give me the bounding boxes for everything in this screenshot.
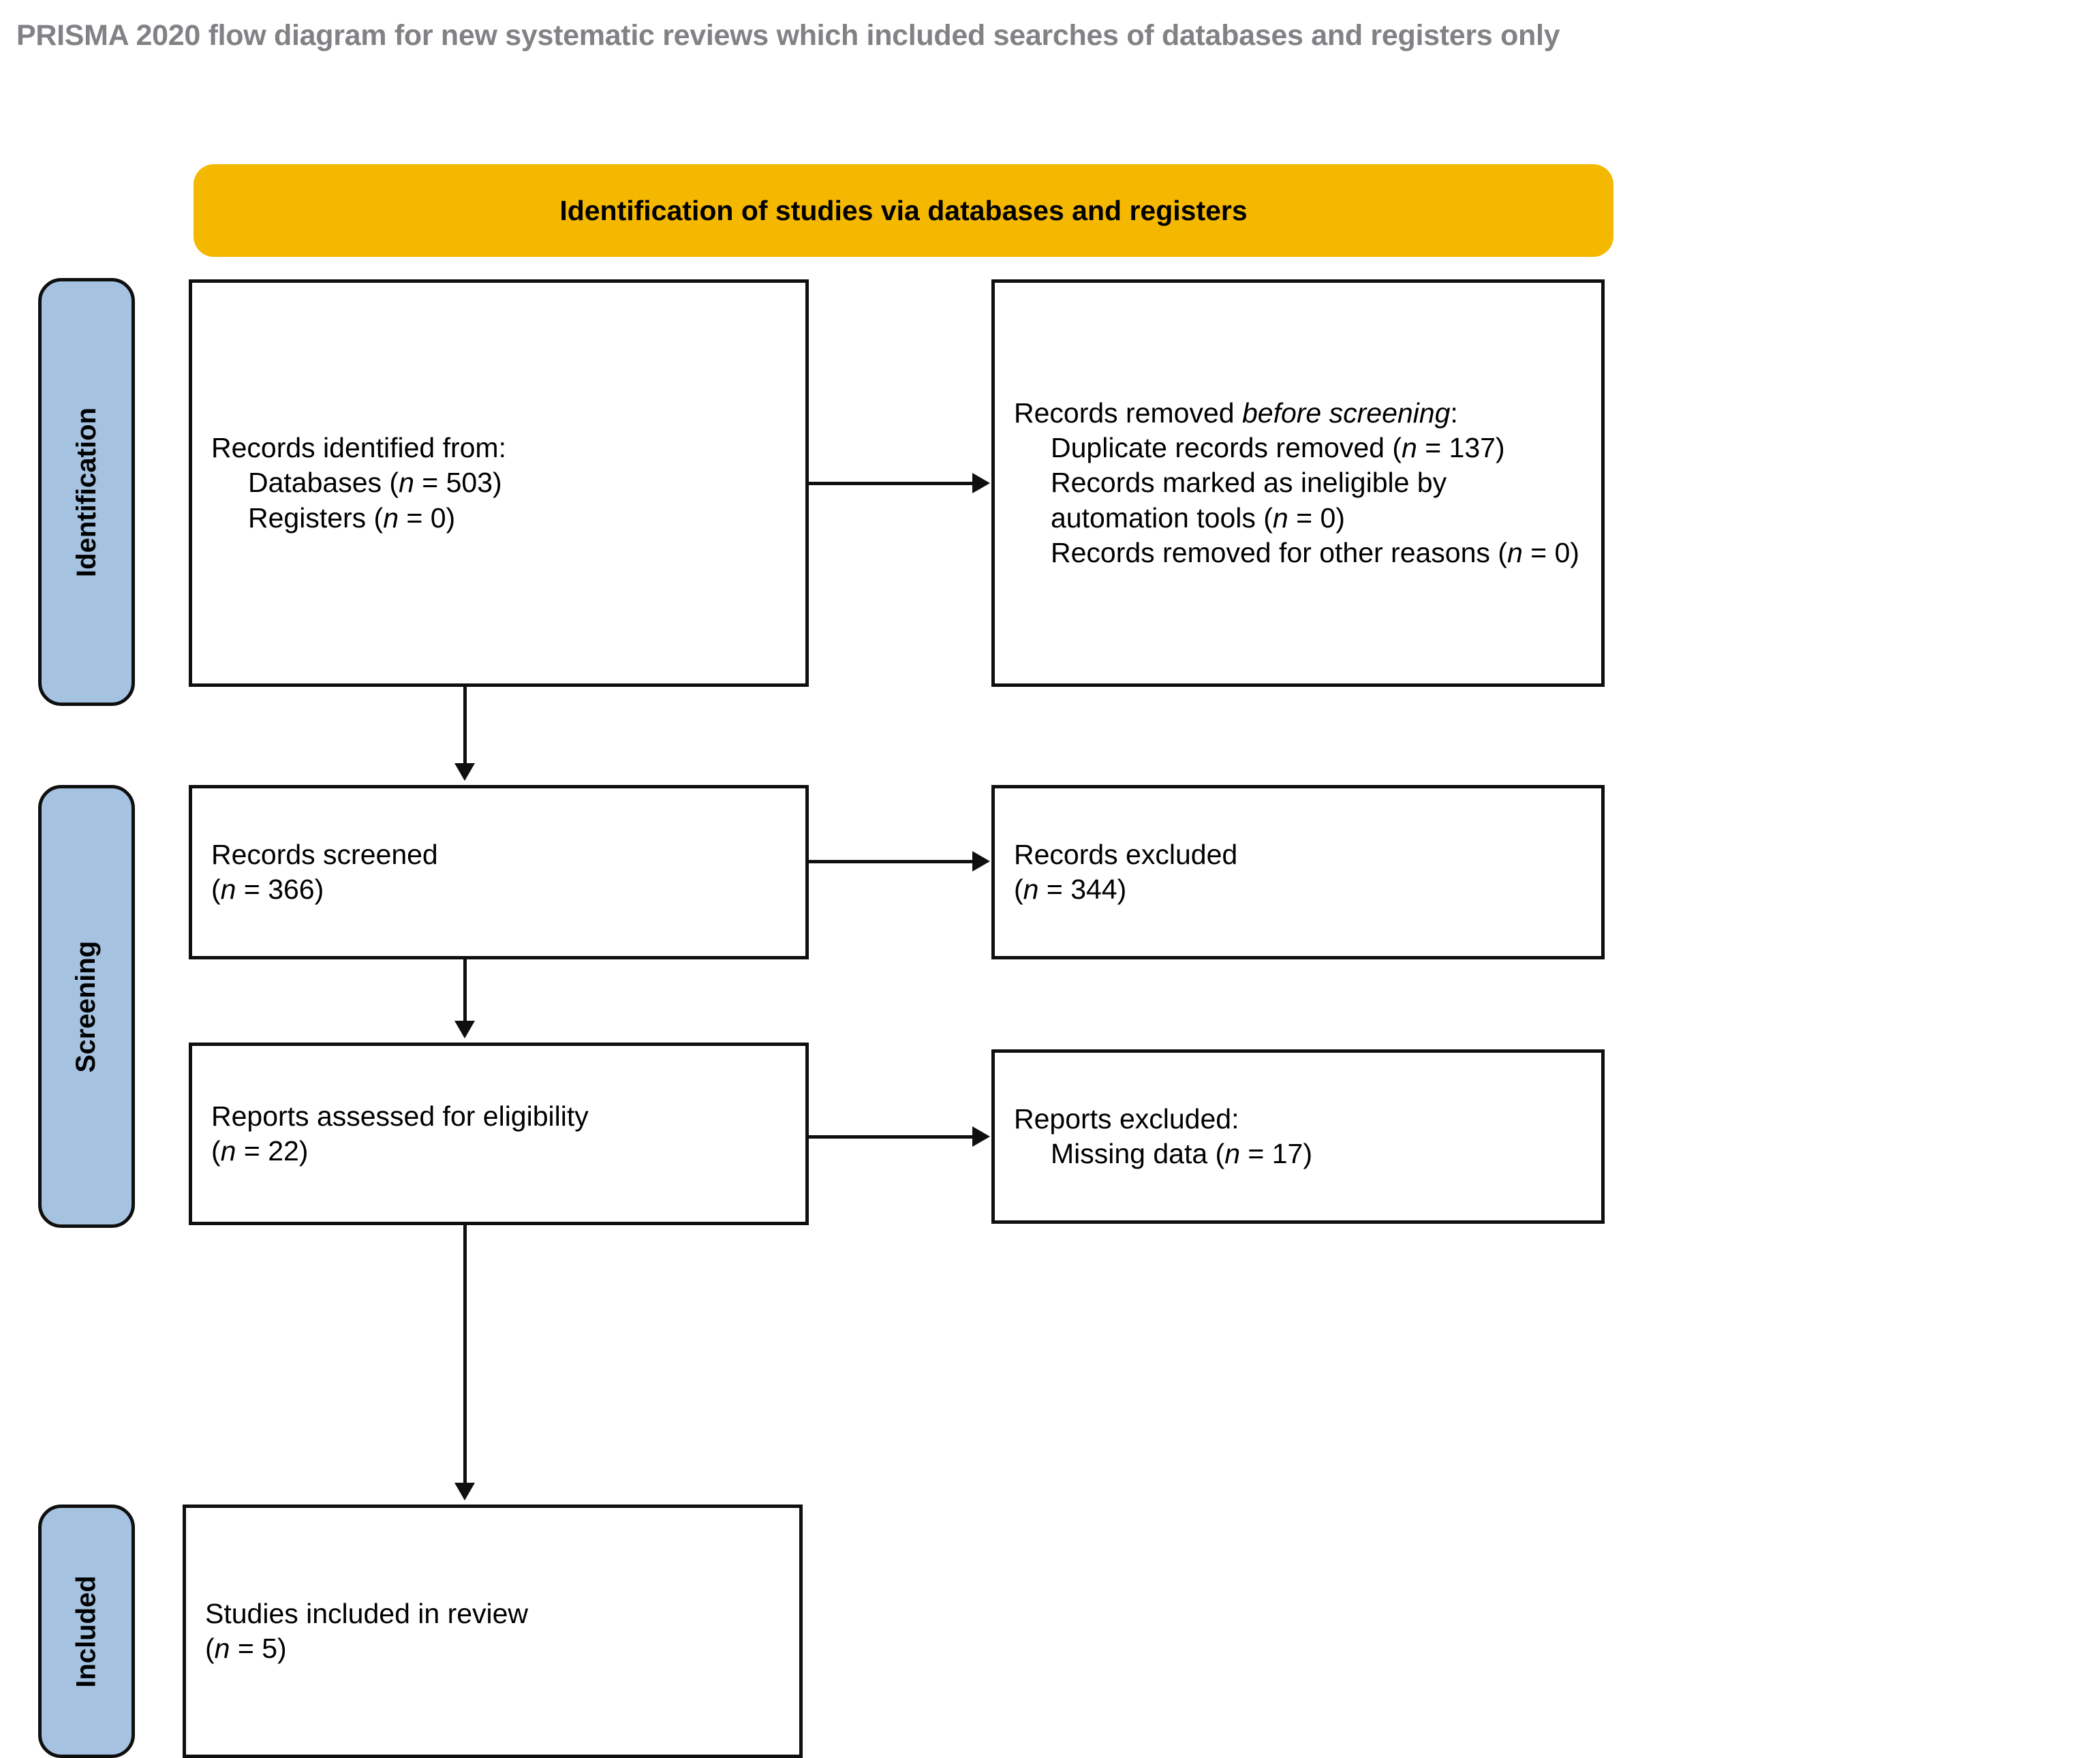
stage-label-identification [38,278,135,706]
banner-label: Identification of studies via databases and registers [559,194,1248,226]
studies-included-count [205,1631,780,1666]
reports-assessed-n-symbol: n [220,1135,236,1167]
stage-label-identification-text: Identification [71,407,102,577]
box-reports-excluded [991,1049,1605,1224]
registers-n-symbol: n [383,502,399,534]
studies-included-n-symbol: n [214,1633,230,1664]
duplicate-records-n-symbol: n [1401,432,1417,464]
arrow-screened-to-assessed [463,959,467,1021]
registers-label: Registers ( [248,502,384,534]
box-records-removed-before-screening [991,279,1605,687]
box-records-excluded [991,785,1605,959]
reports-assessed-count [211,1134,786,1169]
registers-value: = 0) [399,502,456,534]
records-excluded-n-symbol: n [1023,874,1039,905]
reports-assessed-label: Reports assessed for eligibility [211,1100,589,1132]
records-identified-registers [211,501,786,536]
records-screened-count-pre: ( [211,874,221,905]
reports-assessed-value: = 22) [236,1135,309,1167]
reports-assessed-count-pre: ( [211,1135,221,1167]
records-excluded-value: = 344) [1038,874,1127,905]
arrow-identified-to-removed [809,482,972,485]
arrow-assessed-to-reports-excluded [809,1135,972,1139]
missing-data-label: Missing data ( [1051,1138,1225,1169]
records-removed-heading [1014,396,1582,431]
records-other-n-symbol: n [1507,536,1523,568]
arrow-screened-to-assessed-head [454,1021,475,1038]
records-other-value: = 0) [1522,536,1579,568]
stage-label-screening-text: Screening [71,940,102,1073]
databases-n-symbol: n [399,467,414,499]
duplicate-records-removed [1014,431,1582,465]
arrow-screened-to-excluded-head [972,851,990,872]
arrow-screened-to-excluded [809,860,972,863]
page-title: PRISMA 2020 flow diagram for new systematic reviews which included searches of databases and registers only [16,19,1560,52]
duplicate-records-value: = 137) [1417,432,1505,464]
records-screened-n-symbol: n [220,874,236,905]
box-studies-included-in-review [183,1505,803,1758]
arrow-identified-to-screened-head [454,763,475,781]
records-ineligible-n-symbol: n [1272,502,1288,534]
records-excluded-count-pre: ( [1014,874,1023,905]
records-identified-heading: Records identified from: [211,432,506,464]
studies-included-label: Studies included in review [205,1597,529,1629]
duplicate-records-label: Duplicate records removed ( [1051,432,1402,464]
box-reports-assessed-for-eligibility [189,1043,809,1225]
reports-excluded-label: Reports excluded: [1014,1102,1239,1135]
reports-excluded-missing-data [1014,1137,1582,1171]
stage-label-included [38,1505,135,1758]
databases-value: = 503) [414,467,502,499]
records-removed-other-reasons [1014,536,1582,570]
banner-identification-of-studies [194,164,1613,257]
arrow-identified-to-removed-head [972,473,990,493]
arrow-assessed-to-reports-excluded-head [972,1126,990,1147]
records-ineligible-value: = 0) [1288,502,1345,534]
records-screened-value: = 366) [236,874,324,905]
arrow-assessed-to-included [463,1225,467,1483]
missing-data-value: = 17) [1240,1138,1313,1169]
missing-data-n-symbol: n [1224,1138,1241,1169]
stage-label-screening [38,785,135,1228]
studies-included-value: = 5) [230,1633,287,1664]
box-records-identified [189,279,809,687]
records-removed-heading-emphasis: before screening [1241,397,1451,429]
box-records-screened [189,785,809,959]
records-identified-databases [211,465,786,500]
records-excluded-count [1014,872,1582,907]
records-other-label: Records removed for other reasons ( [1051,536,1507,568]
records-screened-label: Records screened [211,838,438,870]
databases-label: Databases ( [248,467,399,499]
records-ineligible-automation [1014,465,1582,536]
records-removed-heading-pre: Records removed [1014,397,1242,429]
records-removed-heading-post: : [1450,397,1458,429]
records-ineligible-label: Records marked as ineligible by automation tools ( [1051,467,1447,534]
records-screened-count [211,872,786,907]
records-excluded-label: Records excluded [1014,838,1238,870]
arrow-assessed-to-included-head [454,1483,475,1500]
stage-label-included-text: Included [71,1575,102,1688]
studies-included-count-pre: ( [205,1633,215,1664]
arrow-identified-to-screened [463,687,467,763]
